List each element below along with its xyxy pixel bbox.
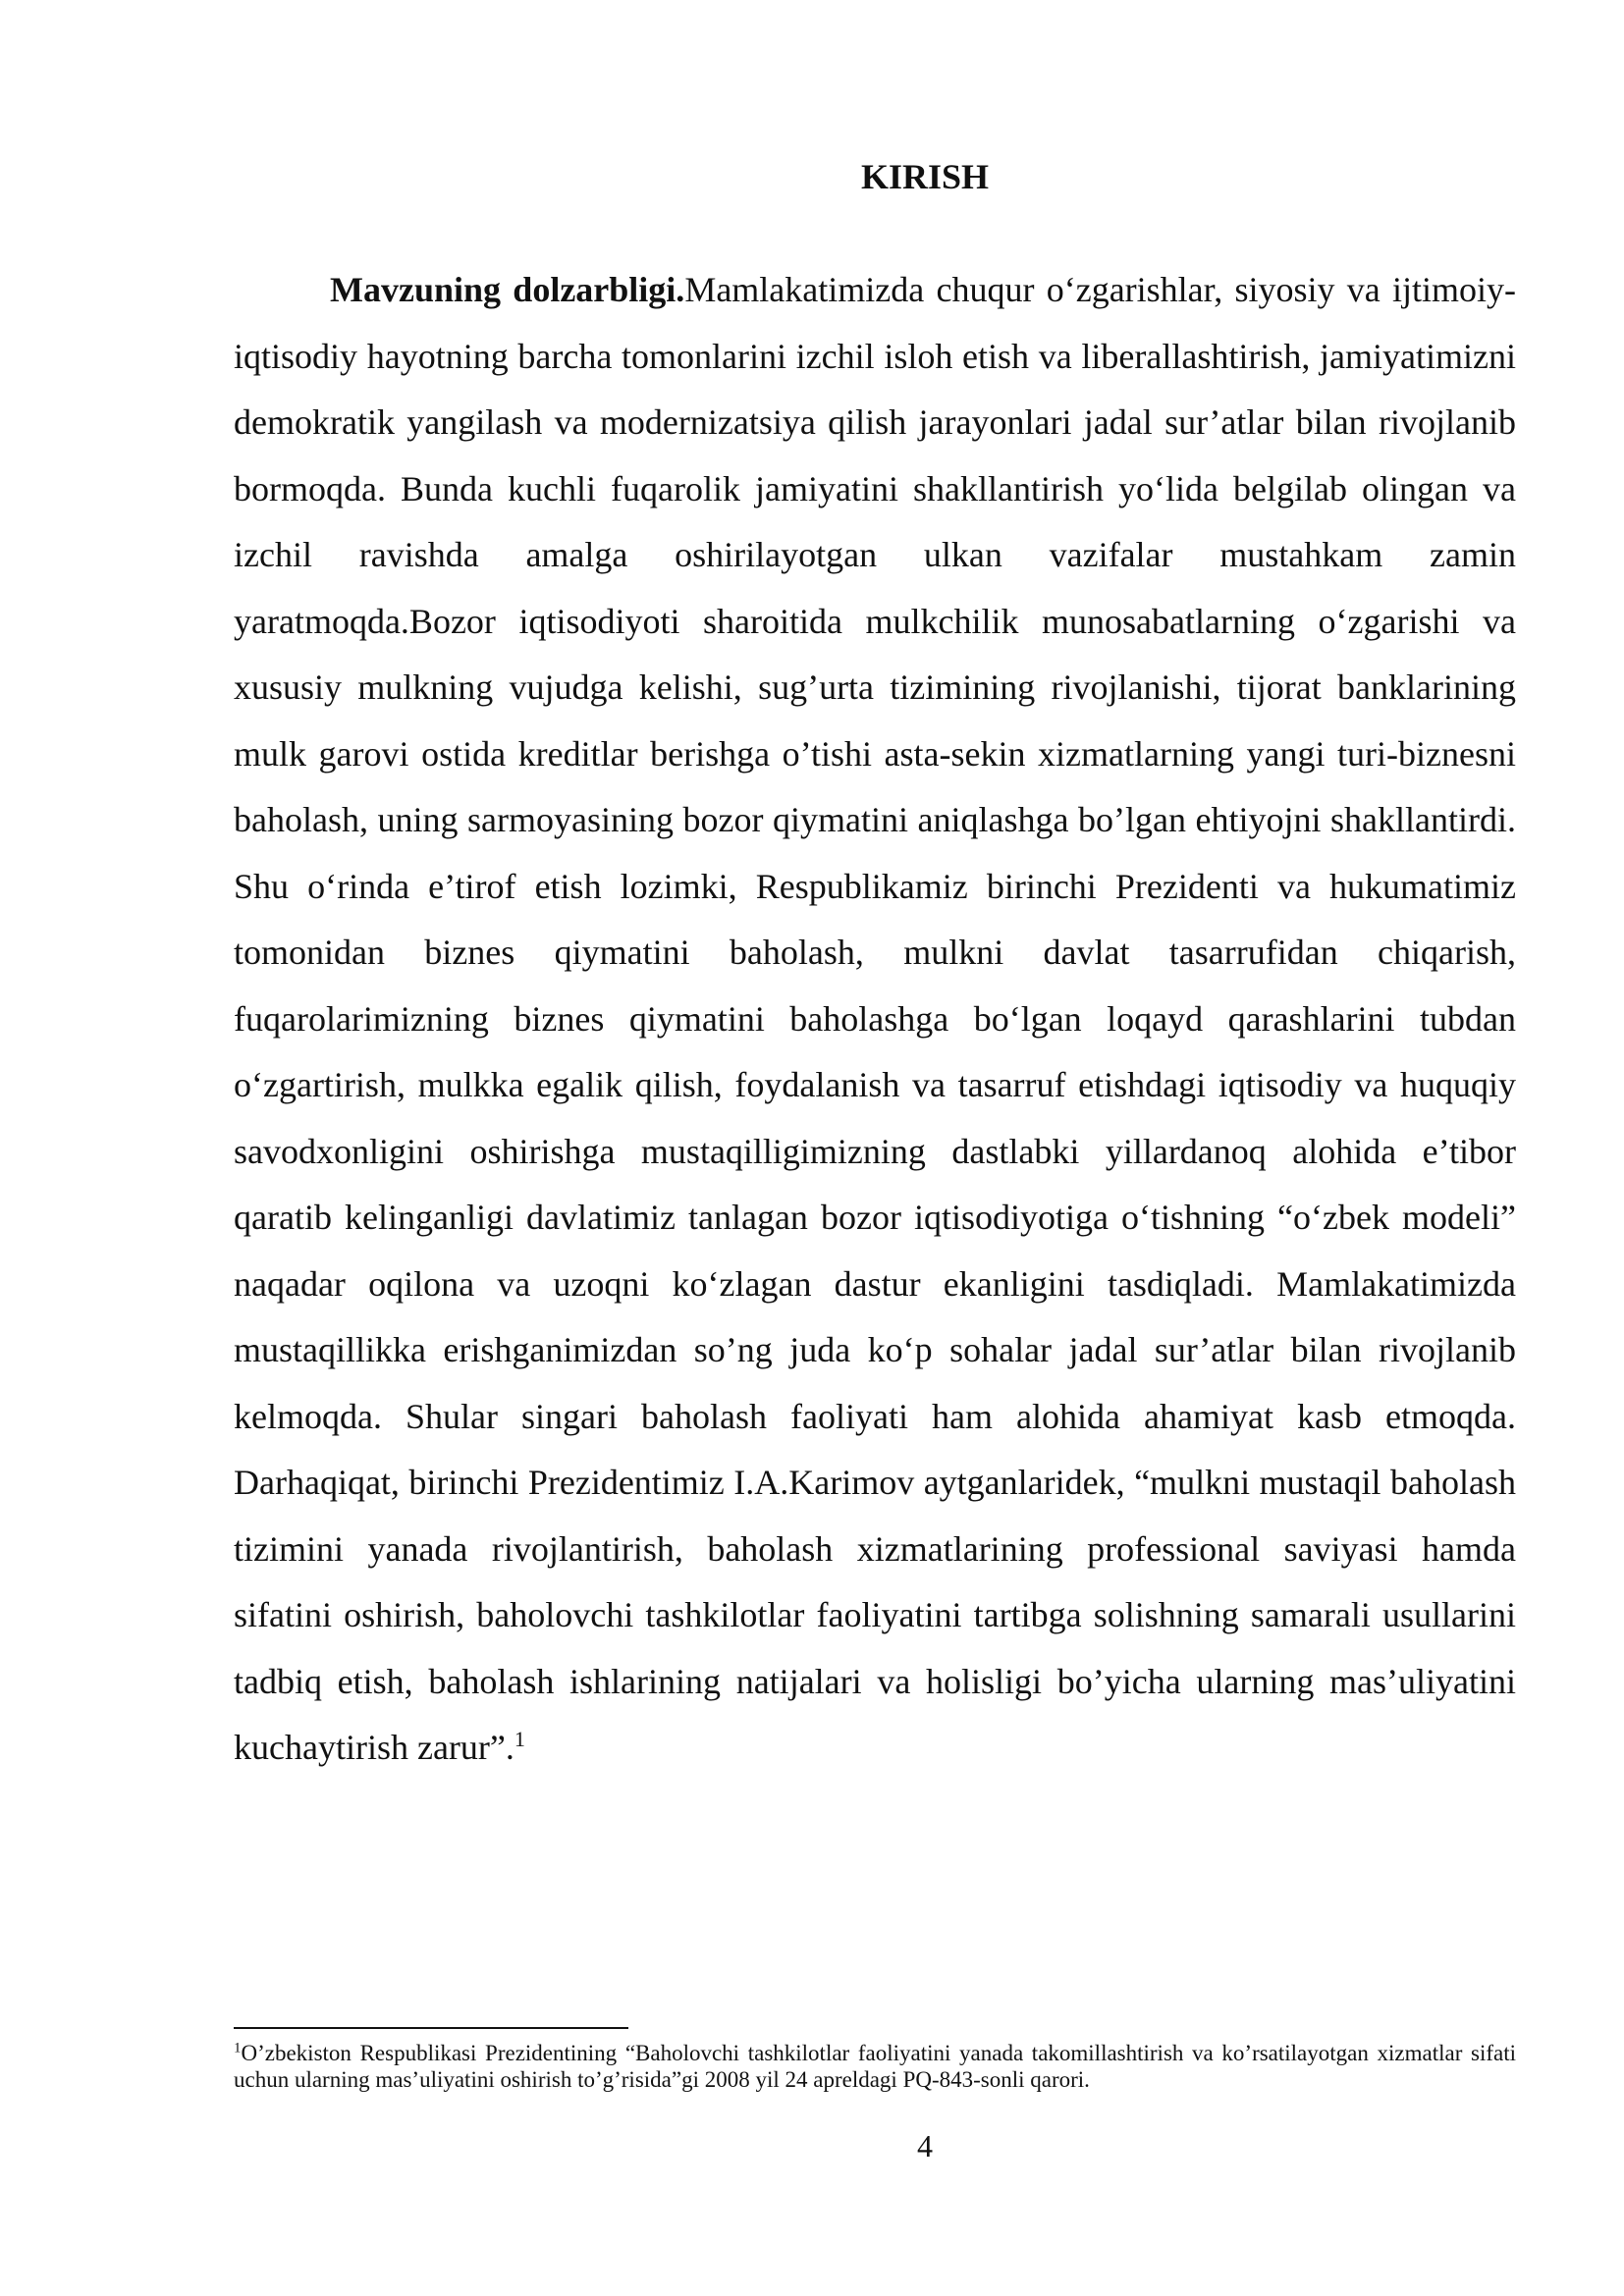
footnote-reference[interactable]: 1 [514,1727,525,1751]
page-number: 4 [917,2128,933,2163]
footnote-divider [234,2027,628,2029]
footnote [234,2040,1516,2093]
footnote-marker: 1 [234,2040,242,2056]
footnote-text: O’zbekiston Respublikasi Prezidentining “Baholovchi tashkilotlar faoliyatini yanada takomillashtirish va ko’rsatilayotgan xizmatlar sifati uchun ularning mas’uliyatini oshirish to’g’risida”gi 2008 yil 24 apreldagi PQ-843-sonli qarori. [234,2041,1516,2092]
body-paragraph [234,257,1516,1782]
paragraph-lead: Mavzuning dolzarbligi. [330,270,685,309]
paragraph-text: Mamlakatimizda chuqur o‘zgarishlar, siyosiy va ijtimoiy-iqtisodiy hayotning barcha tomonlarini izchil isloh etish va liberallashtirish, jamiyatimizni demokratik yangilash va modernizatsiya qilish jarayonlari jadal sur’atlar bilan rivojlanib bormoqda. Bunda kuchli fuqarolik jamiyatini shakllantirish yo‘lida belgilab olingan va izchil ravishda amalga oshirilayotgan ulkan vazifalar mustahkam zamin yaratmoqda.Bozor iqtisodiyoti sharoitida mulkchilik munosabatlarning o‘zgarishi va xususiy mulkning vujudga kelishi, sug’urta tizimining rivojlanishi, tijorat banklarining mulk garovi ostida kreditlar berishga o’tishi asta-sekin xizmatlarning yangi turi-biznesni baholash, uning sarmoyasining bozor qiymatini aniqlashga bo’lgan ehtiyojni shakllantirdi. Shu o‘rinda e’tirof etish lozimki, Respublikamiz birinchi Prezidenti va hukumatimiz tomonidan biznes qiymatini baholash, mulkni davlat tasarrufidan chiqarish, fuqarolarimizning biznes qiymatini baholashga bo‘lgan loqayd qarashlarini tubdan o‘zgartirish, mulkka egalik qilish, foydalanish va tasarruf etishdagi iqtisodiy va huquqiy savodxonligini oshirishga mustaqilligimizning dastlabki yillardanoq alohida e’tibor qaratib kelinganligi davlatimiz tanlagan bozor iqtisodiyotiga o‘tishning “o‘zbek modeli” naqadar oqilona va uzoqni ko‘zlagan dastur ekanligini tasdiqladi. Mamlakatimizda mustaqillikka erishganimizdan so’ng juda ko‘p sohalar jadal sur’atlar bilan rivojlanib kelmoqda. Shular singari baholash faoliyati ham alohida ahamiyat kasb etmoqda. Darhaqiqat, birinchi Prezidentimiz I.A.Karimov aytganlaridek, “mulkni mustaqil baholash tizimini yanada rivojlantirish, baholash xizmatlarining professional saviyasi hamda sifatini oshirish, baholovchi tashkilotlar faoliyatini tartibga solishning samarali usullarini tadbiq etish, baholash ishlarining natijalari va holisligi bo’yicha ularning mas’uliyatini kuchaytirish zarur”. [234,270,1517,1767]
page-title: KIRISH [860,157,990,196]
